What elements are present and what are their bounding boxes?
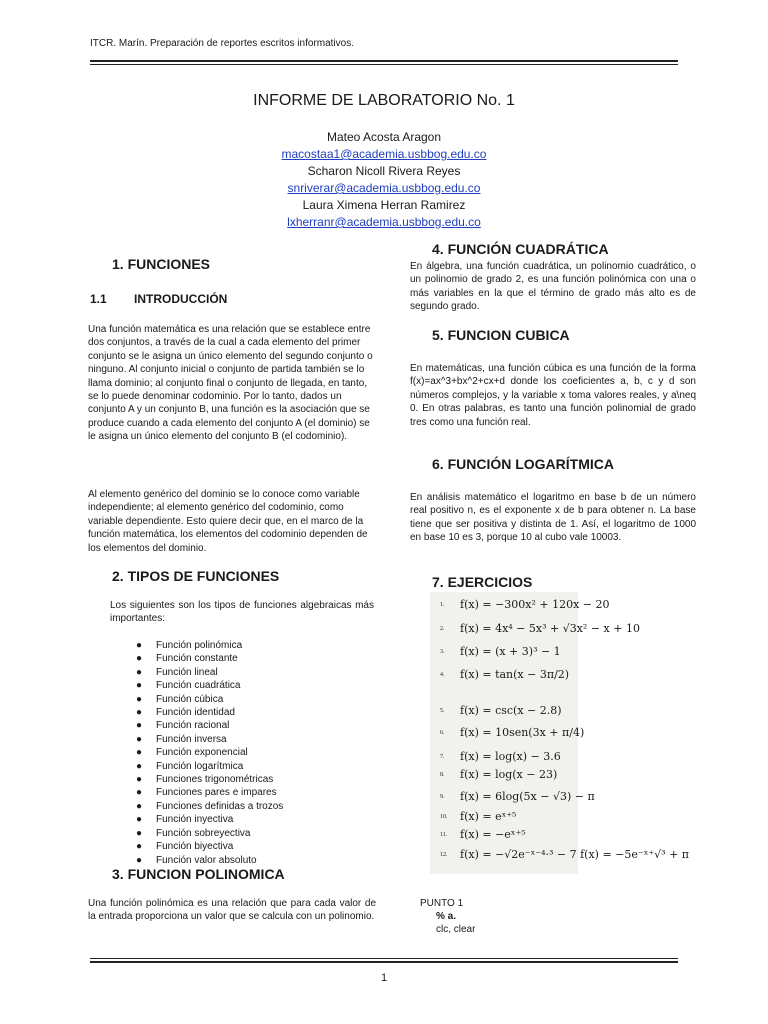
exercise-number: 4. <box>440 672 445 678</box>
list-item-label: Funciones trigonométricas <box>156 774 274 786</box>
paragraph-polinomica: Una función polinómica es una relación que para cada valor de la entrada proporciona un valor que se calcula con un polinomio. <box>88 898 376 923</box>
bullet-dot-icon: ● <box>136 854 143 866</box>
bullet-dot-icon: ● <box>136 841 143 853</box>
list-item-label: Función biyectiva <box>156 841 234 853</box>
bullet-dot-icon: ● <box>136 680 143 692</box>
code-line-comment: % a. <box>436 911 457 922</box>
exercise-number: 8. <box>440 772 445 778</box>
list-item <box>136 773 376 786</box>
list-item <box>136 706 376 719</box>
list-item <box>136 652 376 665</box>
header-rule-thin <box>90 64 678 65</box>
section-heading-cuadratica: 4. FUNCIÓN CUADRÁTICA <box>432 241 609 257</box>
list-item <box>136 827 376 840</box>
list-item <box>136 800 376 813</box>
page-number: 1 <box>380 972 388 984</box>
exercise-formula: f(x) = −eˣ⁺⁵ <box>460 828 526 841</box>
exercise-formula: f(x) = −√2e⁻ˣ⁻⁴·³ − 7 f(x) = −5e⁻ˣ⁺√³ + π <box>460 848 690 861</box>
list-item <box>136 693 376 706</box>
exercise-equation <box>440 598 610 611</box>
author-email-link[interactable]: lxherranr@academia.usbbog.edu.co <box>287 215 481 229</box>
list-item <box>136 733 376 746</box>
exercise-number: 5. <box>440 708 445 714</box>
author-email-link[interactable]: macostaa1@academia.usbbog.edu.co <box>281 147 487 161</box>
paragraph-tipos: Los siguientes son los tipos de funciones algebraicas más importantes: <box>110 600 374 625</box>
bullet-dot-icon: ● <box>136 707 143 719</box>
paragraph-cubica: En matemáticas, una función cúbica es una función de la forma f(x)=ax^3+bx^2+cx+d donde los coeficientes a, b, c y d son números complejos, y la variable x toma valores reales, y a\neq 0. En otras palabras, es tanto una función polinomial de grado tres como una función real. <box>410 363 696 428</box>
bullet-dot-icon: ● <box>136 640 143 651</box>
bullet-dot-icon: ● <box>136 666 143 678</box>
author-email-link[interactable]: snriverar@academia.usbbog.edu.co <box>287 181 481 195</box>
exercise-formula: f(x) = −300x² + 120x − 20 <box>460 598 610 611</box>
footer-rule-thin <box>90 958 678 959</box>
exercise-equation <box>440 622 640 635</box>
paragraph-logaritmica: En análisis matemático el logaritmo en base b de un número real positivo n, es el exponente x de b para obtener n. La base tiene que ser positiva y distinta de 1. Así, el logaritmo de 1000 en base 10 es 3, porque 10 al cubo vale 10003. <box>410 492 696 544</box>
bullet-dot-icon: ● <box>136 760 143 772</box>
exercise-equation <box>440 768 557 781</box>
list-item <box>136 760 376 773</box>
bullet-dot-icon: ● <box>136 800 143 812</box>
exercise-number: 7. <box>440 754 445 760</box>
bullet-dot-icon: ● <box>136 693 143 705</box>
list-item-label: Función cuadrática <box>156 680 241 692</box>
list-item-label: Función polinómica <box>156 640 243 651</box>
list-item <box>136 719 376 732</box>
paragraph-introduccion: Una función matemática es una relación que se establece entre dos conjuntos, a través de la cual a cada elemento del primer conjunto se le asigna un único elemento del segundo conjunto o ninguno. Al conjunto inicial o conjunto de partida también se lo llama dominio; al conjunto final o conjunto de llegada, en tanto, se lo puede denominar codominio. Por lo tanto, dados un conjunto A y un conjunto B, una función es la asociación que se produce cuando a cada elemento del conjunto A (el dominio) se le asigna un único elemento del conjunto B (el codominio). <box>88 324 373 443</box>
exercise-number: 6. <box>440 730 445 736</box>
bullet-dot-icon: ● <box>136 747 143 759</box>
section-heading-tipos: 2. TIPOS DE FUNCIONES <box>112 568 280 584</box>
exercise-formula: f(x) = log(x − 23) <box>460 768 558 781</box>
section-heading-ejercicios: 7. EJERCICIOS <box>432 574 533 590</box>
list-item-label: Funciones definidas a trozos <box>156 800 284 812</box>
author-name: Laura Ximena Herran Ramirez <box>302 198 466 212</box>
section-heading-polinomica: 3. FUNCION POLINOMICA <box>112 866 285 882</box>
author-name: Mateo Acosta Aragon <box>326 130 442 144</box>
list-item-label: Función valor absoluto <box>156 854 257 866</box>
paragraph-cuadratica: En álgebra, una función cuadrática, un polinomio cuadrático, o un polinomio de grado 2, es una función polinómica con una o más variables en la que el término de grado más alto es de segundo grado. <box>410 261 696 313</box>
list-item <box>136 746 376 759</box>
list-item <box>136 840 376 853</box>
exercises-equation-image <box>430 592 690 874</box>
list-item <box>136 813 376 826</box>
list-item-label: Función racional <box>156 720 230 732</box>
author-name: Scharon Nicoll Rivera Reyes <box>307 164 461 178</box>
list-item <box>136 639 376 652</box>
exercise-formula: f(x) = csc(x − 2.8) <box>460 704 562 717</box>
list-item-label: Función sobreyectiva <box>156 827 251 839</box>
paragraph-variables: Al elemento genérico del dominio se lo conoce como variable independiente; al elemento genérico del codominio, como variable dependiente. Esto quiere decir que, en el marco de la función matemática, los elementos del codominio dependen de los elementos del dominio. <box>88 489 368 554</box>
function-types-list <box>136 639 376 867</box>
list-item <box>136 679 376 692</box>
list-item-label: Función identidad <box>156 707 235 719</box>
exercise-equation <box>440 828 526 841</box>
code-line-command: clc, clear <box>436 924 476 935</box>
list-item-label: Función exponencial <box>156 747 248 759</box>
exercise-number: 3. <box>440 649 445 655</box>
exercise-equation <box>440 790 595 803</box>
list-item <box>136 854 376 867</box>
section-heading-cubica: 5. FUNCION CUBICA <box>432 327 570 343</box>
exercise-number: 12. <box>440 852 448 858</box>
list-item-label: Funciones pares e impares <box>156 787 277 799</box>
exercise-formula: f(x) = 4x⁴ − 5x³ + √3x² − x + 10 <box>460 622 640 635</box>
exercise-formula: f(x) = (x + 3)³ − 1 <box>460 645 561 658</box>
list-item <box>136 786 376 799</box>
code-line-title: PUNTO 1 <box>420 898 464 909</box>
header-rule <box>90 60 678 62</box>
exercise-number: 11. <box>440 832 448 838</box>
list-item-label: Función cúbica <box>156 693 224 705</box>
exercise-formula: f(x) = tan(x − 3π/2) <box>460 668 570 681</box>
list-item-label: Función lineal <box>156 666 218 678</box>
list-item <box>136 666 376 679</box>
exercise-number: 1. <box>440 602 445 608</box>
footer-rule <box>90 961 678 963</box>
bullet-dot-icon: ● <box>136 653 143 665</box>
running-header: ITCR. Marín. Preparación de reportes escritos informativos. <box>90 38 354 49</box>
exercise-number: 2. <box>440 626 445 632</box>
exercise-equation <box>440 726 584 739</box>
subsection-heading-introduccion: INTRODUCCIÓN <box>134 292 228 306</box>
exercise-number: 9. <box>440 794 445 800</box>
exercise-formula: f(x) = 6log(5x − √3) − π <box>460 790 595 803</box>
list-item-label: Función inyectiva <box>156 814 234 826</box>
exercise-formula: f(x) = eˣ⁺⁵ <box>460 810 517 823</box>
bullet-dot-icon: ● <box>136 720 143 732</box>
section-heading-logaritmica: 6. FUNCIÓN LOGARÍTMICA <box>432 456 614 472</box>
list-item-label: Función constante <box>156 653 238 665</box>
exercise-equation <box>440 668 569 681</box>
list-item-label: Función logarítmica <box>156 760 244 772</box>
bullet-dot-icon: ● <box>136 787 143 799</box>
bullet-dot-icon: ● <box>136 733 143 745</box>
document-title: INFORME DE LABORATORIO No. 1 <box>253 92 515 109</box>
bullet-dot-icon: ● <box>136 827 143 839</box>
exercise-equation <box>440 848 689 861</box>
list-item-label: Función inversa <box>156 733 227 745</box>
exercise-number: 10. <box>440 814 448 820</box>
exercise-formula: f(x) = 10sen(3x + π/4) <box>460 726 585 739</box>
exercise-equation <box>440 645 561 658</box>
section-heading-funciones: 1. FUNCIONES <box>112 256 211 272</box>
exercise-equation <box>440 704 562 717</box>
author-block <box>0 129 768 231</box>
bullet-dot-icon: ● <box>136 814 143 826</box>
exercise-equation <box>440 810 516 823</box>
exercise-equation <box>440 750 561 763</box>
subsection-number: 1.1 <box>90 292 107 306</box>
bullet-dot-icon: ● <box>136 774 143 786</box>
exercise-formula: f(x) = log(x) − 3.6 <box>460 750 561 763</box>
